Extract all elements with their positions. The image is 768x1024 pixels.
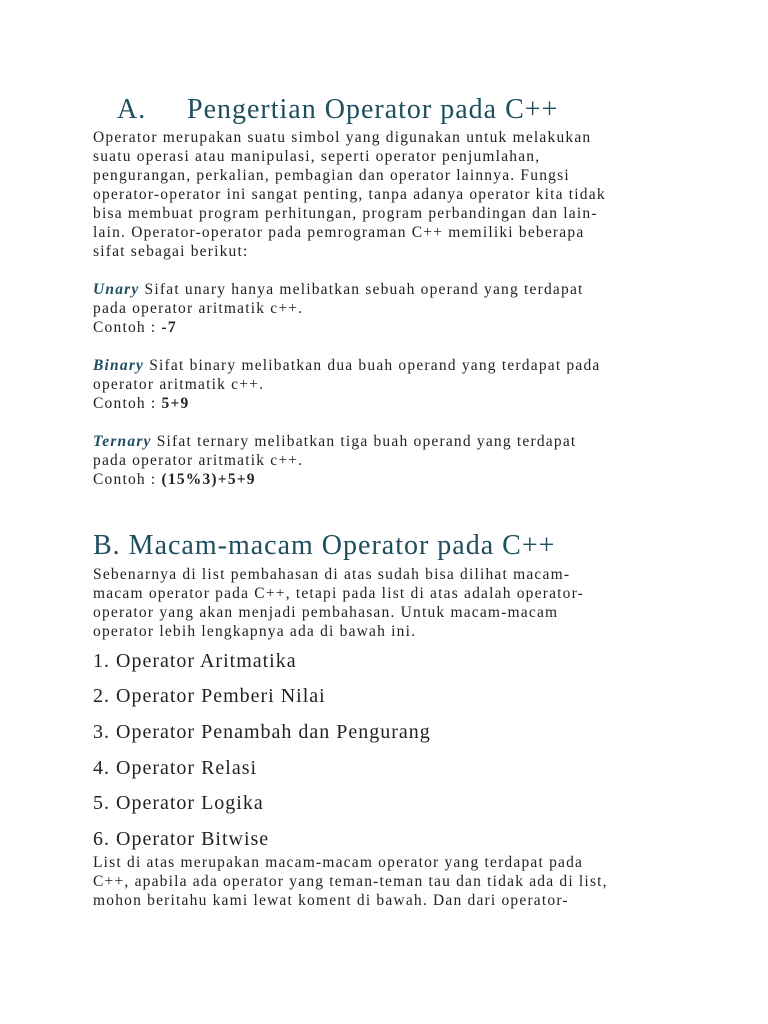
ternary-text: Sifat ternary melibatkan tiga buah operand yang terdapat [151,433,577,450]
list-item-relasi: 4. Operator Relasi [93,757,258,779]
paragraph-line: C++, apabila ada operator yang teman-teman tau dan tidak ada di list, [93,873,608,890]
list-item-penambah-pengurang: 3. Operator Penambah dan Pengurang [93,721,431,743]
paragraph-line: operator-operator ini sangat penting, tanpa adanya operator kita tidak [93,186,606,203]
binary-text-continued: operator aritmatik c++. [93,376,265,393]
unary-text: Sifat unary hanya melibatkan sebuah operand yang terdapat [139,281,584,298]
binary-definition [93,356,693,413]
ternary-definition [93,432,693,489]
unary-example-label: Contoh : [93,319,162,336]
paragraph-line: lain. Operator-operator pada pemrograman C++ memiliki beberapa [93,224,585,241]
unary-example-value: -7 [161,319,177,336]
section-b-outro [93,853,693,910]
binary-example-value: 5+9 [161,395,190,412]
binary-term: Binary [93,357,145,374]
unary-text-continued: pada operator aritmatik c++. [93,300,304,317]
paragraph-line: Sebenarnya di list pembahasan di atas sudah bisa dilihat macam- [93,566,571,583]
paragraph-line: sifat sebagai berikut: [93,243,249,260]
paragraph-line: List di atas merupakan macam-macam operator yang terdapat pada [93,854,584,871]
binary-example-label: Contoh : [93,395,162,412]
paragraph-line: bisa membuat program perhitungan, program perbandingan dan lain- [93,205,598,222]
section-a-heading [117,94,558,126]
paragraph-line: operator lebih lengkapnya ada di bawah ini. [93,623,417,640]
section-b-heading: B. Macam-macam Operator pada C++ [93,530,556,561]
section-b-intro [93,565,693,641]
paragraph-line: operator yang akan menjadi pembahasan. Untuk macam-macam [93,604,559,621]
ternary-example-label: Contoh : [93,471,162,488]
section-a-title: Pengertian Operator pada C++ [187,94,559,125]
ternary-example-value: (15%3)+5+9 [161,471,256,488]
unary-term: Unary [93,281,140,298]
ternary-text-continued: pada operator aritmatik c++. [93,452,304,469]
list-item-pemberi-nilai: 2. Operator Pemberi Nilai [93,685,326,707]
list-item-bitwise: 6. Operator Bitwise [93,828,270,850]
binary-text: Sifat binary melibatkan dua buah operand yang terdapat pada [144,357,601,374]
section-a-number: A. [117,94,147,125]
section-a-intro [93,128,693,261]
paragraph-line: mohon beritahu kami lewat koment di bawah. Dan dari operator- [93,892,569,909]
paragraph-line: macam operator pada C++, tetapi pada list di atas adalah operator- [93,585,585,602]
list-item-aritmatika: 1. Operator Aritmatika [93,650,297,672]
paragraph-line: suatu operasi atau manipulasi, seperti operator penjumlahan, [93,148,541,165]
paragraph-line: Operator merupakan suatu simbol yang digunakan untuk melakukan [93,129,592,146]
unary-definition [93,280,693,337]
list-item-logika: 5. Operator Logika [93,792,264,814]
ternary-term: Ternary [93,433,152,450]
paragraph-line: pengurangan, perkalian, pembagian dan operator lainnya. Fungsi [93,167,570,184]
